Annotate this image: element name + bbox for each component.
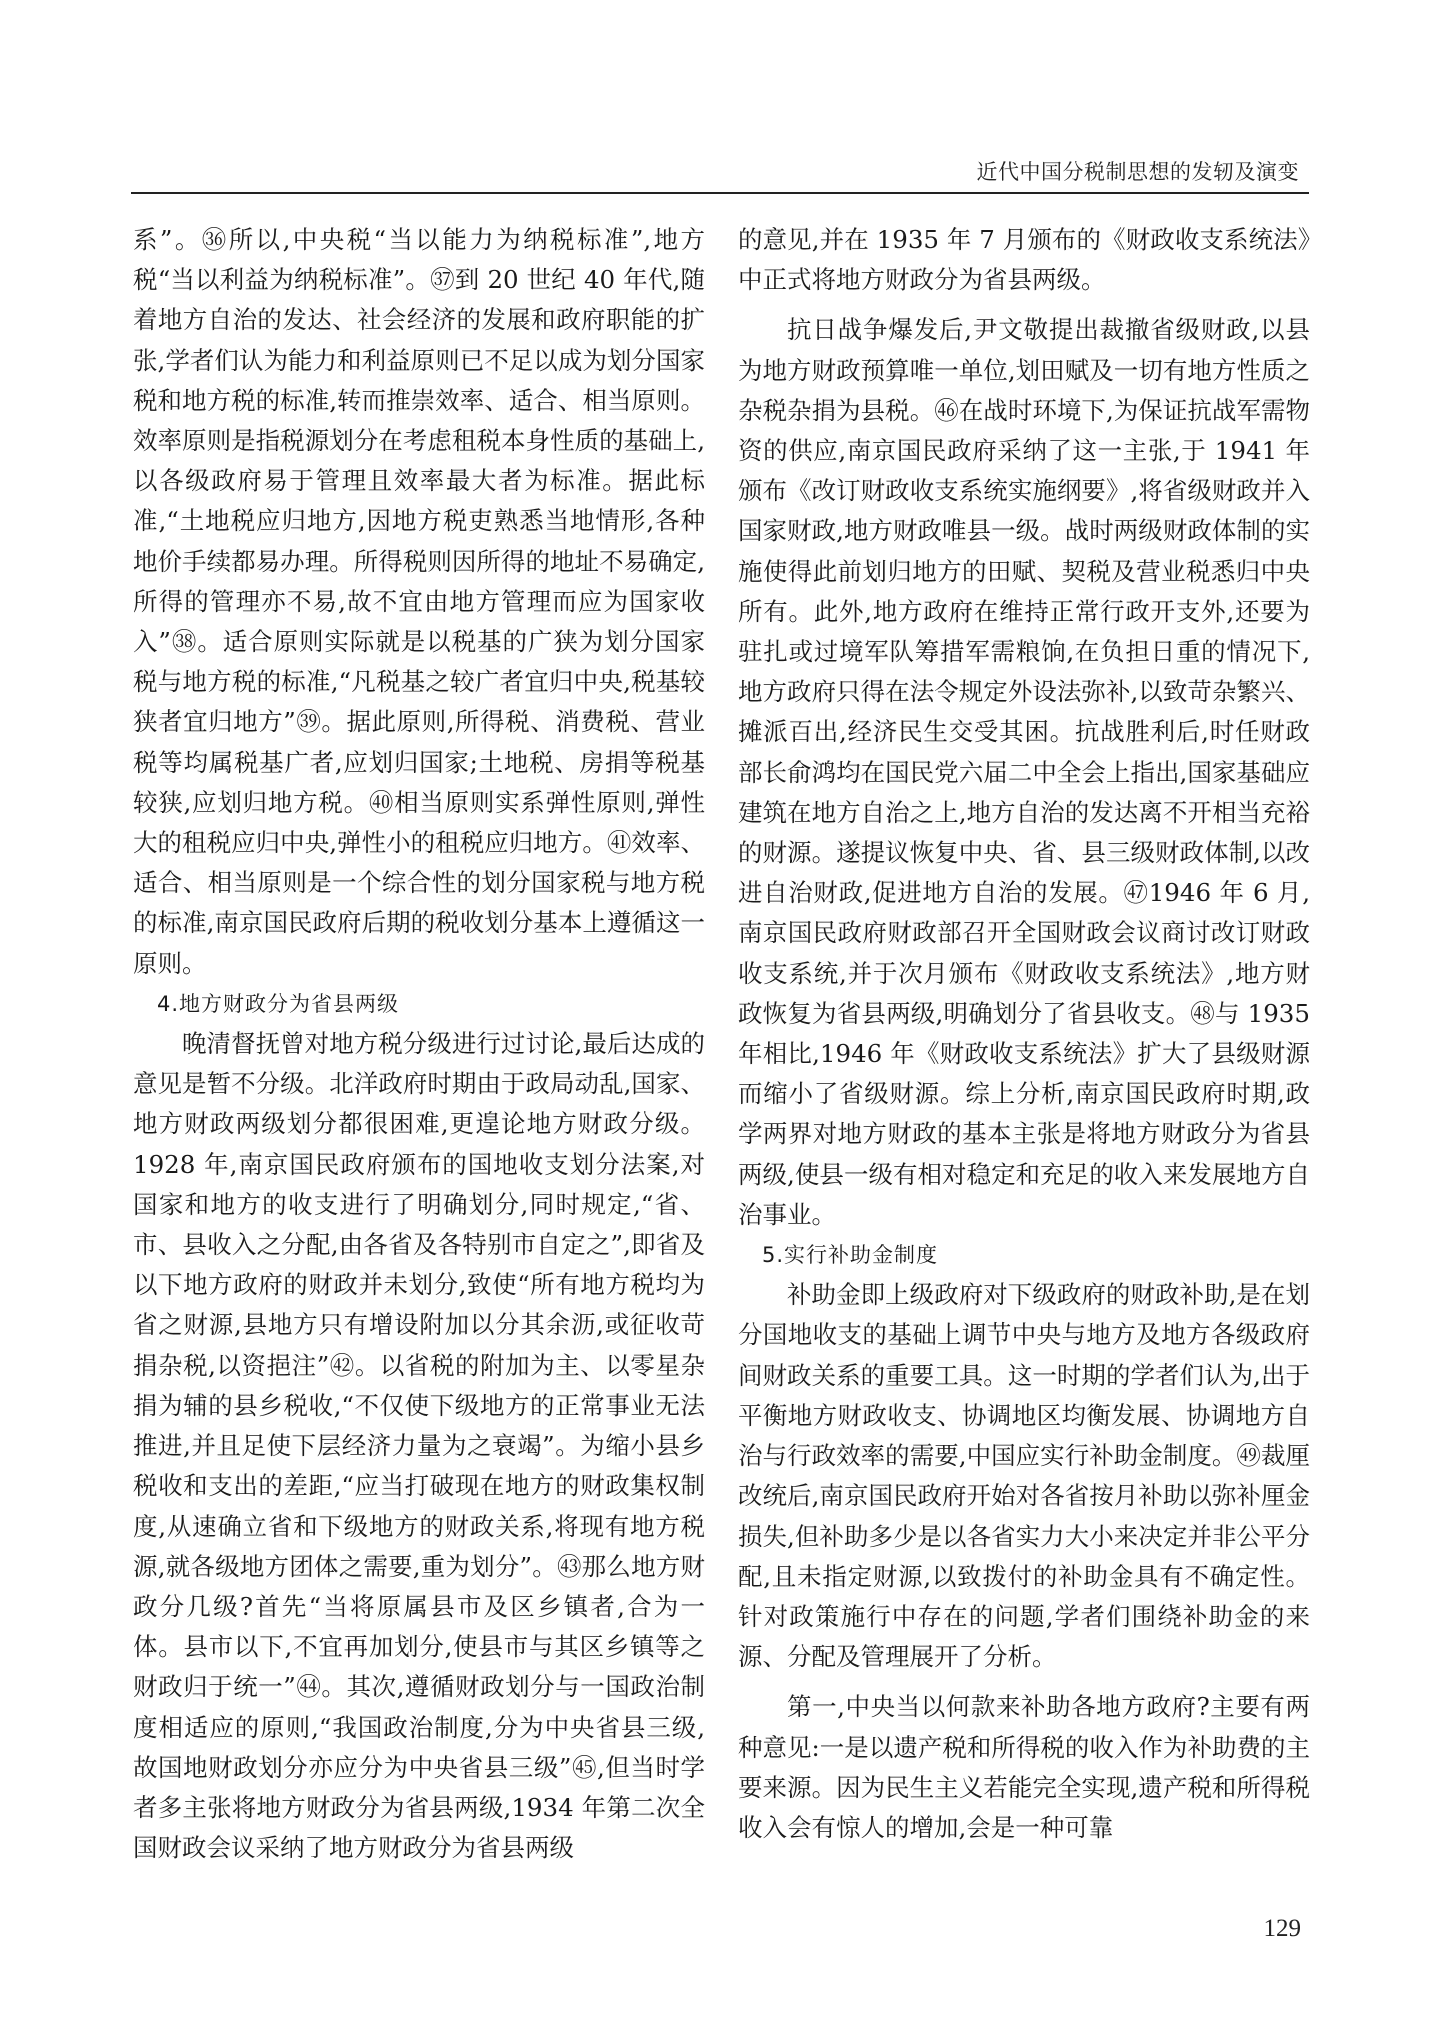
right-column	[738, 220, 1310, 1848]
body-paragraph: 抗日战争爆发后,尹文敬提出裁撤省级财政,以县为地方财政预算唯一单位,划田赋及一切有地方性质之杂税杂捐为县税。㊻在战时环境下,为保证抗战军需物资的供应,南京国民政府采纳了这一主张,于 1941 年颁布《改订财政收支系统实施纲要》,将省级财政并入国家财政,地方财政唯县一级。战时两级财政体制的实施使得此前划归地方的田赋、契税及营业税悉归中央所有。此外,地方政府在维持正常行政开支外,还要为驻扎或过境军队筹措军需粮饷,在负担日重的情况下,地方政府只得在法令规定外设法弥补,以致苛杂繁兴、摊派百出,经济民生交受其困。抗战胜利后,时任财政部长俞鸿均在国民党六届二中全会上指出,国家基础应建筑在地方自治之上,地方自治的发达离不开相当充裕的财源。遂提议恢复中央、省、县三级财政体制,以改进自治财政,促进地方自治的发展。㊼1946 年 6 月,南京国民政府财政部召开全国财政会议商讨改订财政收支系统,并于次月颁布《财政收支系统法》,地方财政恢复为省县两级,明确划分了省县收支。㊽与 1935 年相比,1946 年《财政收支系统法》扩大了县级财源而缩小了省级财源。综上分析,南京国民政府时期,政学两界对地方财政的基本主张是将地方财政分为省县两级,使县一级有相对稳定和充足的收入来发展地方自治事业。	[738, 315, 1310, 1229]
running-title: 近代中国分税制思想的发轫及演变	[976, 160, 1299, 184]
section-heading-4: 4.地方财政分为省县两级	[157, 991, 400, 1016]
header-rule	[131, 192, 1309, 194]
body-paragraph: 补助金即上级政府对下级政府的财政补助,是在划分国地收支的基础上调节中央与地方及地方各级政府间财政关系的重要工具。这一时期的学者们认为,出于平衡地方财政收支、协调地区均衡发展、协调地方自治与行政效率的需要,中国应实行补助金制度。㊾裁厘改统后,南京国民政府开始对各省按月补助以弥补厘金损失,但补助多少是以各省实力大小来决定并非公平分配,且未指定财源,以致拨付的补助金具有不确定性。针对政策施行中存在的问题,学者们围绕补助金的来源、分配及管理展开了分析。	[738, 1280, 1310, 1672]
left-column	[133, 220, 705, 1868]
body-paragraph: 的意见,并在 1935 年 7 月颁布的《财政收支系统法》中正式将地方财政分为省县两级。	[738, 225, 1310, 295]
section-heading-5: 5.实行补助金制度	[762, 1243, 939, 1268]
body-paragraph: 系”。㊱所以,中央税“当以能力为纳税标准”,地方税“当以利益为纳税标准”。㊲到 20 世纪 40 年代,随着地方自治的发达、社会经济的发展和政府职能的扩张,学者们认为能力和利益原则已不足以成为划分国家税和地方税的标准,转而推崇效率、适合、相当原则。效率原则是指税源划分在考虑租税本身性质的基础上,以各级政府易于管理且效率最大者为标准。据此标准,“土地税应归地方,因地方税吏熟悉当地情形,各种地价手续都易办理。所得税则因所得的地址不易确定,所得的管理亦不易,故不宜由地方管理而应为国家收入”㊳。适合原则实际就是以税基的广狭为划分国家税与地方税的标准,“凡税基之较广者宜归中央,税基较狭者宜归地方”㊴。据此原则,所得税、消费税、营业税等均属税基广者,应划归国家;土地税、房捐等税基较狭,应划归地方税。㊵相当原则实系弹性原则,弹性大的租税应归中央,弹性小的租税应归地方。㊶效率、适合、相当原则是一个综合性的划分国家税与地方税的标准,南京国民政府后期的税收划分基本上遵循这一原则。	[133, 225, 705, 978]
body-paragraph: 晚清督抚曾对地方税分级进行过讨论,最后达成的意见是暂不分级。北洋政府时期由于政局动乱,国家、地方财政两级划分都很困难,更遑论地方财政分级。1928 年,南京国民政府颁布的国地收支划分法案,对国家和地方的收支进行了明确划分,同时规定,“省、市、县收入之分配,由各省及各特别市自定之”,即省及以下地方政府的财政并未划分,致使“所有地方税均为省之财源,县地方只有增设附加以分其余沥,或征收苛捐杂税,以资挹注”㊷。以省税的附加为主、以零星杂捐为辅的县乡税收,“不仅使下级地方的正常事业无法推进,并且足使下层经济力量为之衰竭”。为缩小县乡税收和支出的差距,“应当打破现在地方的财政集权制度,从速确立省和下级地方的财政关系,将现有地方税源,就各级地方团体之需要,重为划分”。㊸那么地方财政分几级?首先“当将原属县市及区乡镇者,合为一体。县市以下,不宜再加划分,使县市与其区乡镇等之财政归于统一”㊹。其次,遵循财政划分与一国政治制度相适应的原则,“我国政治制度,分为中央省县三级,故国地财政划分亦应分为中央省县三级”㊺,但当时学者多主张将地方财政分为省县两级,1934 年第二次全国财政会议采纳了地方财政分为省县两级	[133, 1029, 705, 1863]
page-number: 129	[1263, 1915, 1301, 1942]
body-paragraph: 第一,中央当以何款来补助各地方政府?主要有两种意见:一是以遗产税和所得税的收入作为补助费的主要来源。因为民生主义若能完全实现,遗产税和所得税收入会有惊人的增加,会是一种可靠	[738, 1692, 1310, 1842]
